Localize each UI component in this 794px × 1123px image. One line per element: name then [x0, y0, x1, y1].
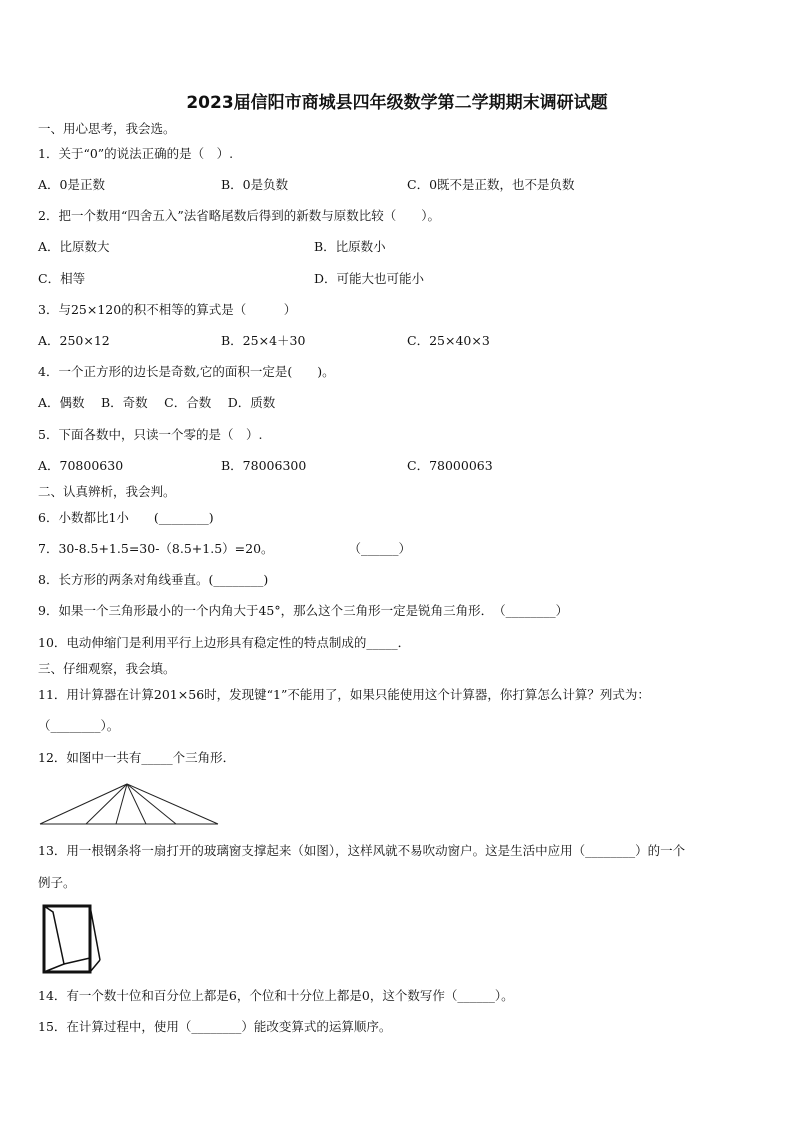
section-heading-judge: 二、认真辨析，我会判。: [38, 484, 176, 499]
question-5-stem: 5．下面各数中，只读一个零的是（ ）.: [38, 427, 263, 442]
question-4-options: A．偶数 B．奇数 C．合数 D．质数: [38, 395, 276, 410]
question-13-line-1: 13．用一根钢条将一扇打开的玻璃窗支撑起来（如图），这样风就不易吹动窗户。这是生活中应用（________）的一个: [38, 843, 686, 858]
question-5-option-c: C．78000063: [407, 458, 493, 473]
question-14: 14．有一个数十位和百分位上都是6，个位和十分位上都是0，这个数写作（______）。: [38, 988, 514, 1003]
question-2-option-c: C．相等: [38, 271, 86, 286]
question-5-option-b: B．78006300: [221, 458, 307, 473]
question-1-option-b: B．0是负数: [221, 177, 289, 192]
question-2-option-a: A．比原数大: [38, 239, 110, 254]
question-3-stem: 3．与25×120的积不相等的算式是（ ）: [38, 302, 297, 317]
question-13-line-2: 例子。: [38, 875, 76, 890]
propped-window-figure: [40, 902, 104, 978]
question-3-option-b: B．25×4＋30: [221, 333, 306, 348]
question-11-line-1: 11．用计算器在计算201×56时，发现键“1”不能用了，如果只能使用这个计算器，你打算怎么计算？列式为：: [38, 687, 650, 702]
question-8: 8．长方形的两条对角线垂直。(________): [38, 572, 269, 587]
question-1-option-c: C．0既不是正数，也不是负数: [407, 177, 575, 192]
question-2-option-d: D．可能大也可能小: [314, 271, 425, 286]
question-1-option-a: A．0是正数: [38, 177, 105, 192]
question-1-stem: 1．关于“0”的说法正确的是（ ）.: [38, 146, 234, 161]
question-3-option-a: A．250×12: [38, 333, 110, 348]
question-2-stem: 2．把一个数用“四舍五入”法省略尾数后得到的新数与原数比较（ ）。: [38, 208, 440, 223]
question-2-option-b: B．比原数小: [314, 239, 386, 254]
question-4-stem: 4．一个正方形的边长是奇数,它的面积一定是( )。: [38, 364, 335, 379]
triangle-count-figure: [38, 780, 222, 830]
section-heading-fill: 三、仔细观察，我会填。: [38, 661, 176, 676]
page-title: 2023届信阳市商城县四年级数学第二学期期末调研试题: [186, 93, 608, 113]
question-9: 9．如果一个三角形最小的一个内角大于45°，那么这个三角形一定是锐角三角形． （________）: [38, 603, 569, 618]
question-11-line-2: （________）。: [38, 718, 120, 733]
question-7: 7．30-8.5+1.5=30-（8.5+1.5）=20。 （______）: [38, 541, 412, 556]
question-15: 15．在计算过程中，使用（________）能改变算式的运算顺序。: [38, 1019, 392, 1034]
question-10: 10．电动伸缩门是利用平行上边形具有稳定性的特点制成的_____．: [38, 635, 411, 650]
section-heading-choice: 一、用心思考，我会选。: [38, 121, 176, 136]
question-6: 6．小数都比1小 (________): [38, 510, 214, 525]
question-3-option-c: C．25×40×3: [407, 333, 490, 348]
question-12: 12．如图中一共有_____个三角形．: [38, 750, 236, 765]
question-5-option-a: A．70800630: [38, 458, 124, 473]
